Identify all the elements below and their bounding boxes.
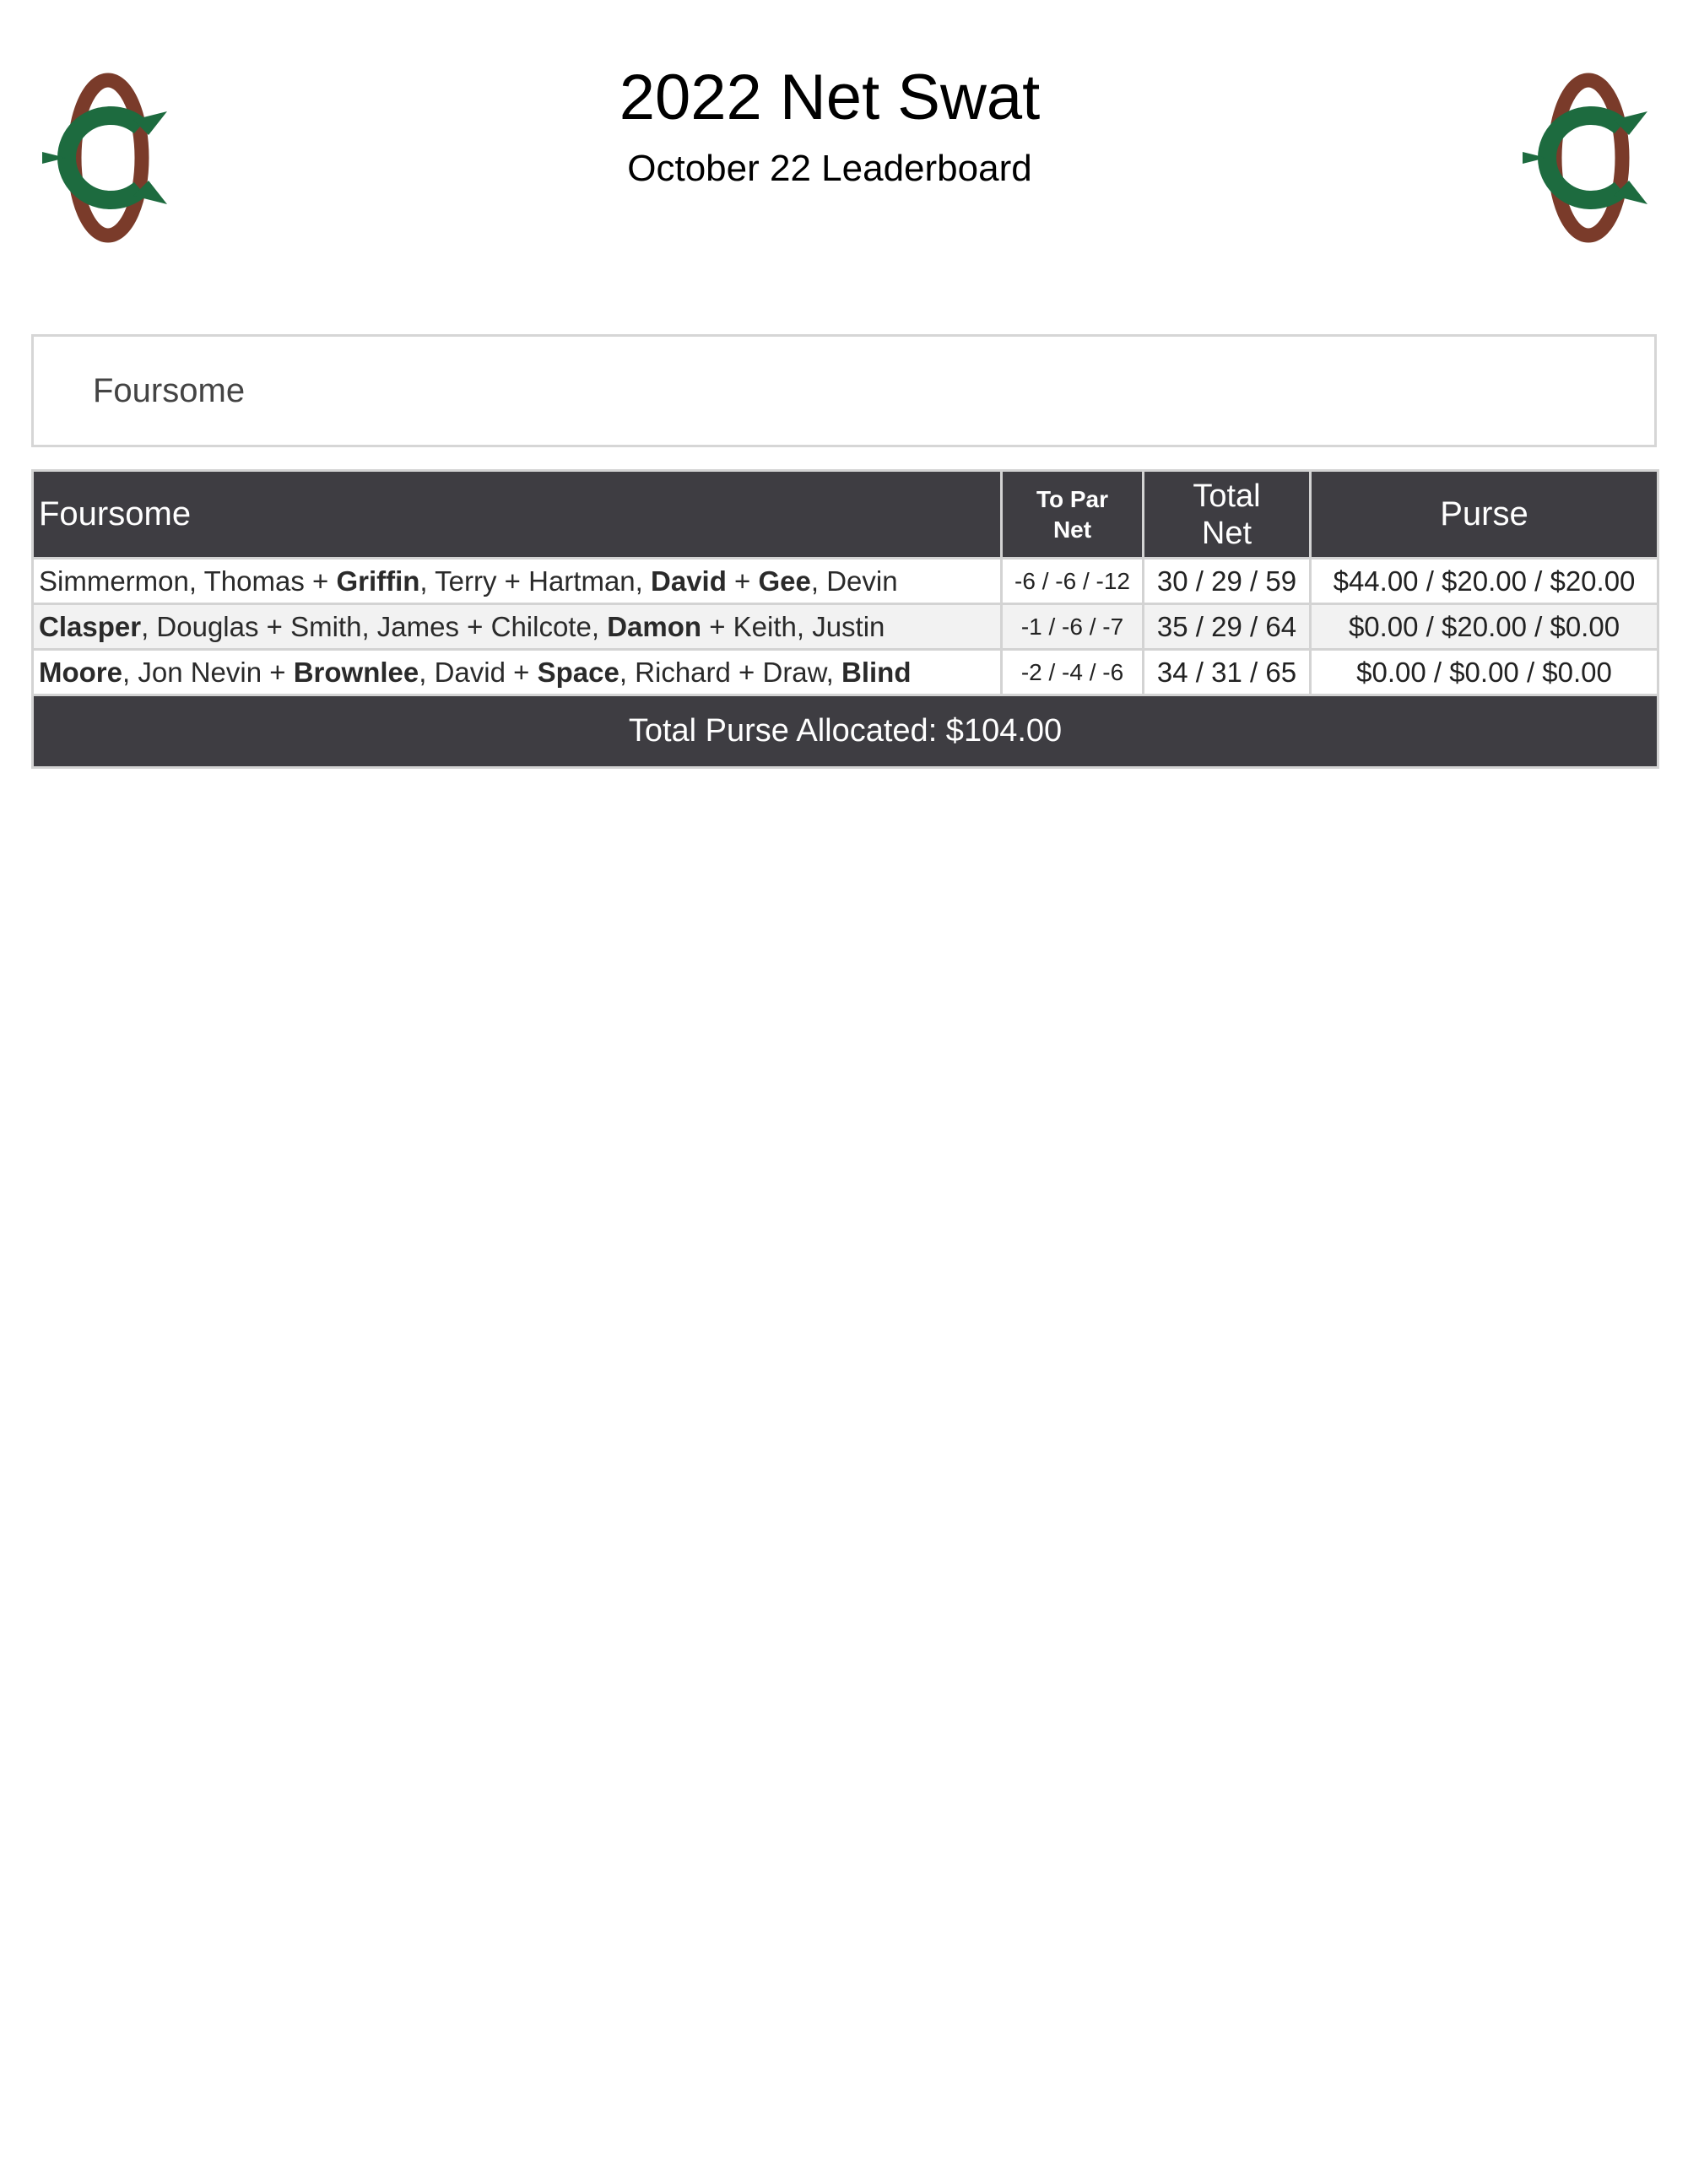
- player-first-name: David: [434, 656, 506, 688]
- header-to-par-line2: Net: [1052, 516, 1092, 543]
- purse-cell: $44.00 / $20.00 / $20.00: [1311, 559, 1658, 604]
- player-last-name: Space: [537, 656, 619, 688]
- header-purse: Purse: [1311, 471, 1658, 559]
- player-first-name: Devin: [826, 565, 898, 597]
- player-last-name: Chilcote: [490, 610, 592, 642]
- foursome-names: Moore, Jon Nevin + Brownlee, David + Space, Richard + Draw, Blind: [33, 650, 1002, 695]
- to-par-net-cell: -6 / -6 / -12: [1002, 559, 1144, 604]
- total-net-cell: 34 / 31 / 65: [1144, 650, 1311, 695]
- player-first-name: Justin: [812, 610, 885, 642]
- player-first-name: James: [376, 610, 459, 642]
- total-net-cell: 35 / 29 / 64: [1144, 604, 1311, 650]
- table-row: [33, 650, 1658, 695]
- section-tab[interactable]: [31, 334, 1657, 447]
- table-row: [33, 559, 1658, 604]
- player-first-name: Jon Nevin: [138, 656, 262, 688]
- player-last-name: Keith: [733, 610, 797, 642]
- header-total-net: [1144, 471, 1311, 559]
- foursome-names: Clasper, Douglas + Smith, James + Chilcote, Damon + Keith, Justin: [33, 604, 1002, 650]
- header-total-line1: Total: [1193, 478, 1261, 514]
- player-first-name: Douglas: [156, 610, 259, 642]
- total-purse-allocated: Total Purse Allocated: $104.00: [33, 695, 1658, 768]
- player-last-name: Brownlee: [293, 656, 419, 688]
- leaderboard-rows: [33, 559, 1658, 695]
- player-first-name: Damon: [607, 610, 702, 642]
- header-to-par-net: [1002, 471, 1144, 559]
- player-last-name: Smith: [290, 610, 362, 642]
- foursome-names: Simmermon, Thomas + Griffin, Terry + Hartman, David + Gee, Devin: [33, 559, 1002, 604]
- header-total-line2: Net: [1201, 515, 1252, 551]
- page-subtitle: October 22 Leaderboard: [627, 148, 1032, 189]
- to-par-net-cell: -2 / -4 / -6: [1002, 650, 1144, 695]
- table-row: [33, 604, 1658, 650]
- player-last-name: Gee: [758, 565, 811, 597]
- player-last-name: Hartman: [528, 565, 636, 597]
- player-last-name: Moore: [39, 656, 122, 688]
- player-last-name: Griffin: [336, 565, 420, 597]
- player-last-name: Draw: [762, 656, 826, 688]
- total-net-cell: 30 / 29 / 59: [1144, 559, 1311, 604]
- to-par-net-cell: -1 / -6 / -7: [1002, 604, 1144, 650]
- purse-cell: $0.00 / $0.00 / $0.00: [1311, 650, 1658, 695]
- page-title: 2022 Net Swat: [619, 62, 1041, 133]
- header-to-par-line1: To Par: [1036, 485, 1109, 512]
- player-first-name: Richard: [635, 656, 731, 688]
- header-foursome: Foursome: [33, 471, 1002, 559]
- table-header-row: [33, 471, 1658, 559]
- player-first-name: Blind: [841, 656, 912, 688]
- player-first-name: Thomas: [203, 565, 305, 597]
- purse-cell: $0.00 / $20.00 / $0.00: [1311, 604, 1658, 650]
- player-last-name: Clasper: [39, 610, 142, 642]
- table-footer-row: [33, 695, 1658, 768]
- player-last-name: Simmermon: [39, 565, 189, 597]
- player-first-name: Terry: [435, 565, 497, 597]
- leaderboard-table: [31, 469, 1659, 769]
- section-label: Foursome: [93, 372, 246, 409]
- player-first-name: David: [651, 565, 727, 597]
